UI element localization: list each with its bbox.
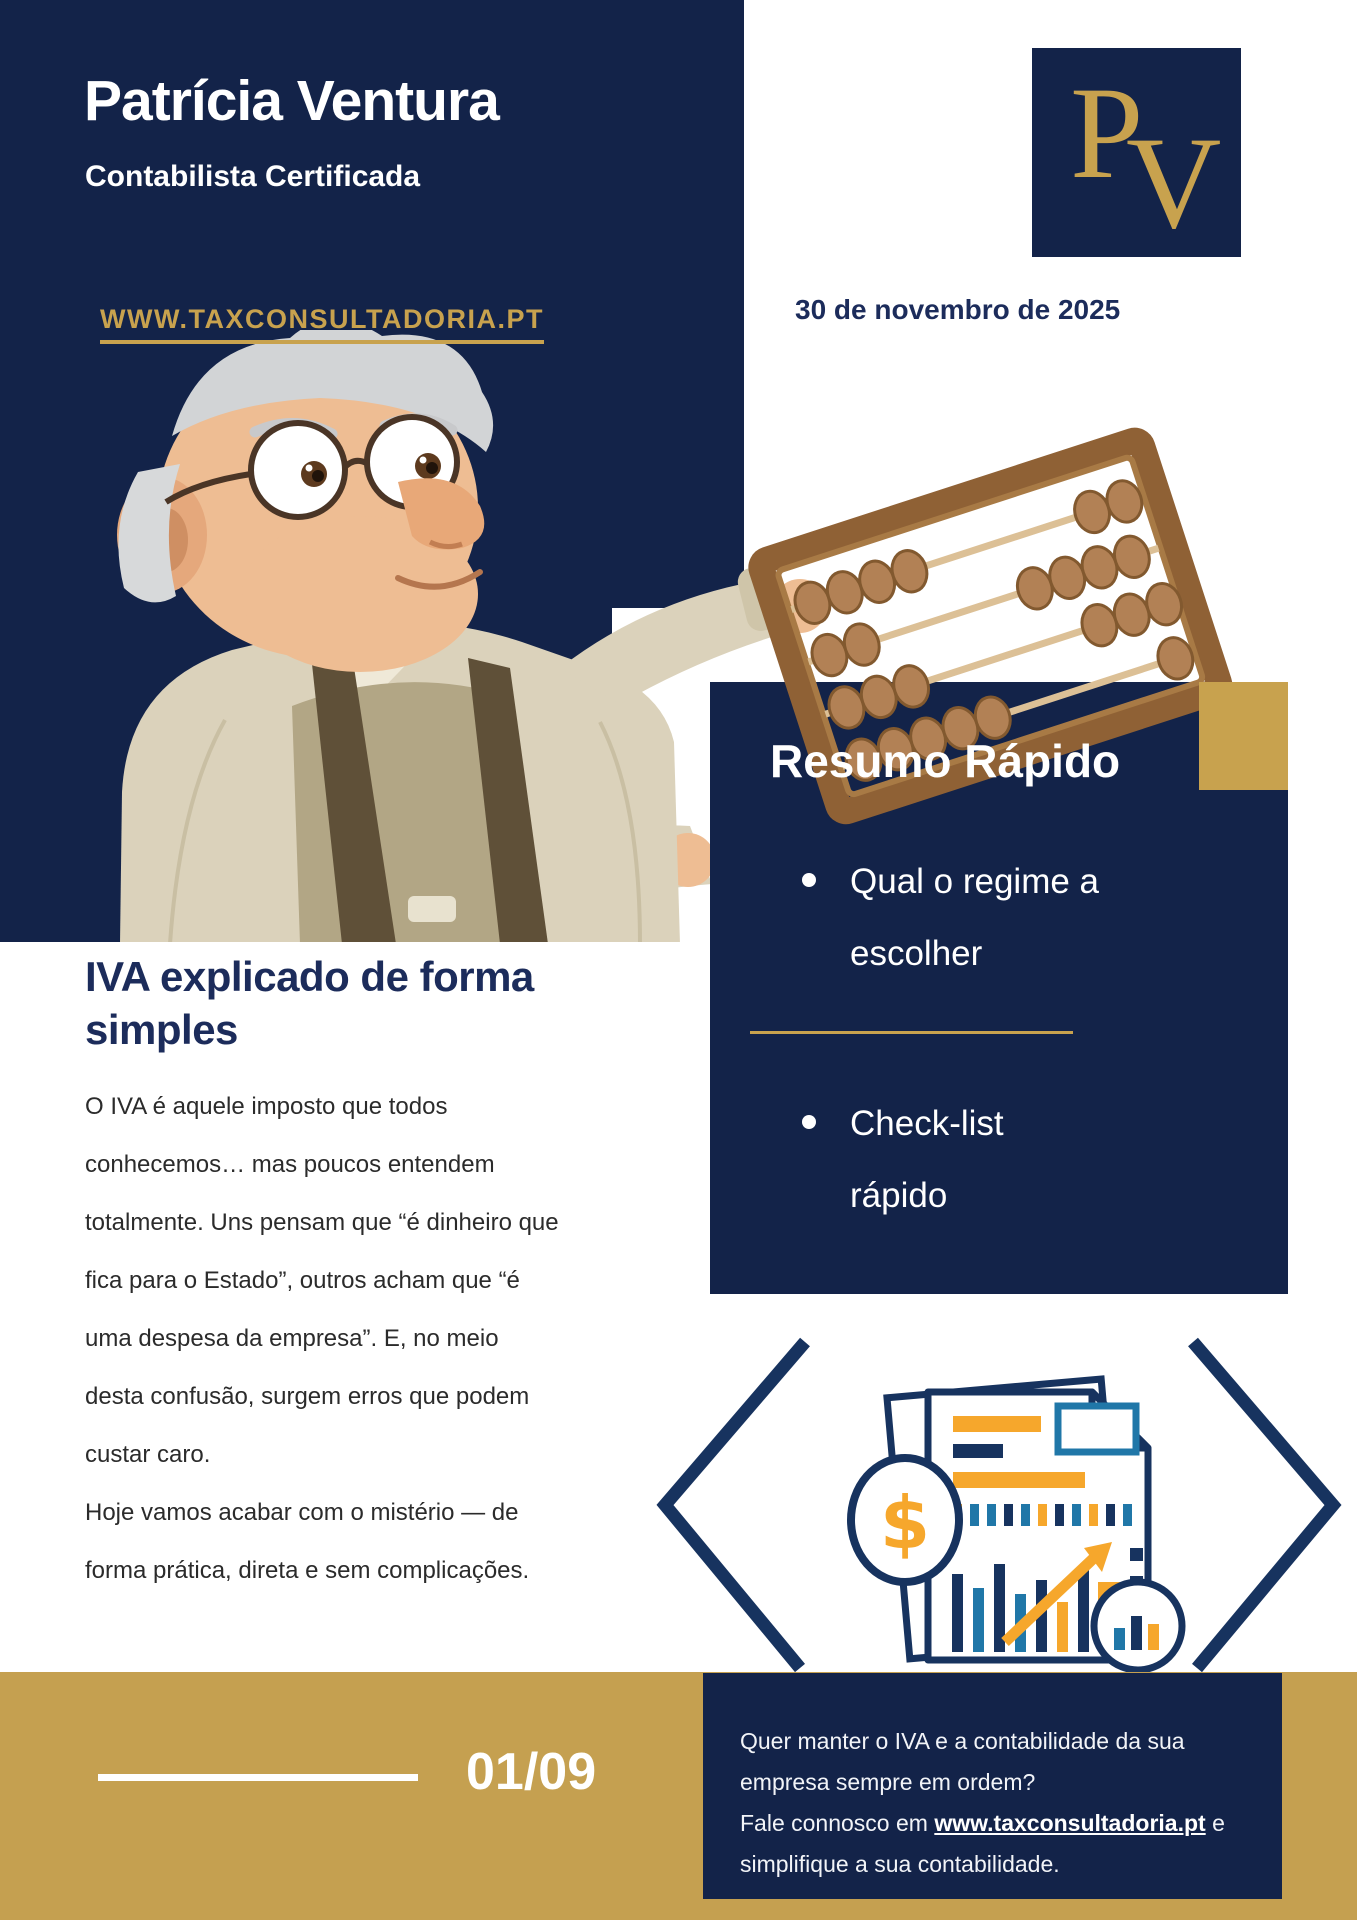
issue-date: 30 de novembro de 2025: [795, 294, 1121, 325]
footer-rule: [98, 1774, 418, 1781]
summary-title: Resumo Rápido: [770, 735, 1121, 787]
logo-badge: [1032, 48, 1241, 257]
accountant-buckle: [408, 896, 456, 922]
bullet-dot-icon: [802, 1115, 816, 1129]
summary-accent-square: [1199, 682, 1288, 790]
bullet-dot-icon: [802, 873, 816, 887]
article-paragraph: O IVA é aquele imposto que todos conhecemos… mas poucos entendem totalmente. Uns pensam que “é dinheiro que fica para o Estado”, outros acham que “é uma despesa da empresa”. E, no meio desta confusão, surgem erros que podem custar caro.: [85, 1093, 559, 1468]
logo-monogram-p-letter: P: [1070, 59, 1144, 206]
svg-text:$: $: [879, 1481, 931, 1565]
cta-text: Quer manter o IVA e a contabilidade da sua empresa sempre em ordem? Fale connosco em www.taxconsultadoria.pt e simplifique a sua contabilidade.: [740, 1728, 1225, 1877]
summary-item-label: Qual o regime a escolher: [850, 862, 1100, 973]
brand-name: Patrícia Ventura: [84, 69, 499, 133]
dollar-coin-icon: [851, 1458, 959, 1582]
summary-item: [802, 1088, 1222, 1232]
article-heading: IVA explicado de forma simples: [85, 953, 534, 1053]
finance-report-illustration: [600, 1330, 1357, 1672]
mini-chart-circle-icon: [1094, 1582, 1182, 1670]
cta-website-link[interactable]: www.taxconsultadoria.pt: [934, 1810, 1206, 1836]
page-number: 01/09: [466, 1743, 597, 1801]
logo-monogram-v-letter: V: [1126, 109, 1222, 256]
angle-bracket-left-icon: [665, 1342, 805, 1668]
summary-item: [802, 846, 1222, 990]
angle-bracket-right-icon: [1193, 1342, 1333, 1668]
summary-item-label: Check-list rápido: [850, 1104, 1004, 1215]
summary-divider: [750, 1031, 1073, 1034]
article-body: [85, 1078, 563, 1600]
article-paragraph: Hoje vamos acabar com o mistério — de forma prática, direta e sem complicações.: [85, 1499, 530, 1584]
brand-role: Contabilista Certificada: [85, 160, 421, 193]
website-link[interactable]: WWW.TAXCONSULTADORIA.PT: [100, 304, 544, 344]
